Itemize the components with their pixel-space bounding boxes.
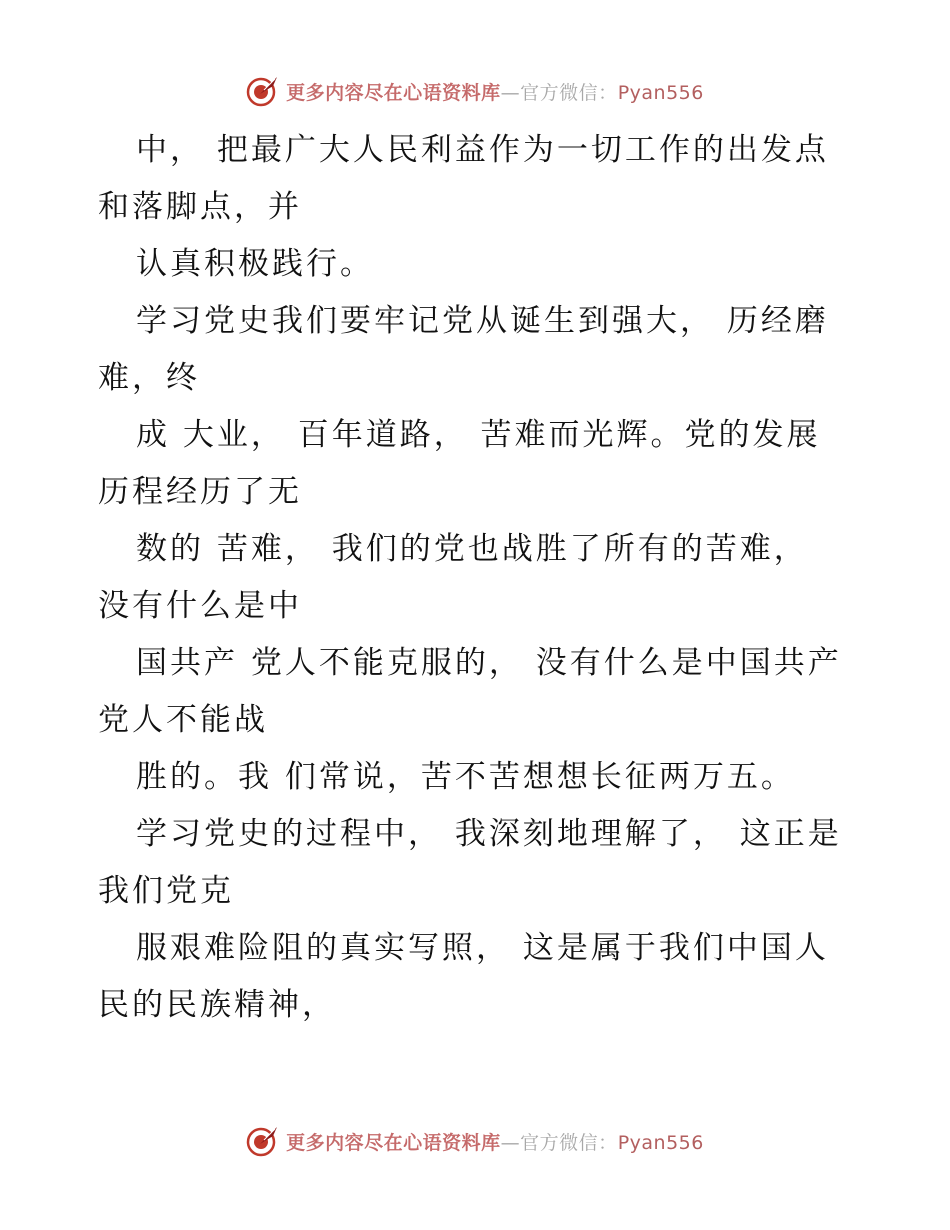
text-line: 认真积极践行。 [136,246,374,282]
text-line: 党人不能战 [98,702,268,738]
footer-dash: — [500,1131,521,1154]
text-line: 胜的。我 们常说，苦不苦想想长征两万五。 [136,759,795,795]
text-line: 和落脚点，并 [98,189,302,225]
quill-logo-icon [246,74,280,108]
footer-watermark [0,1121,950,1161]
text-line: 成 大业， 百年道路， 苦难而光辉。党的发展 [136,417,821,453]
footer-wechat-label: 官方微信： [520,1131,618,1154]
header-wechat-label: 官方微信： [520,81,618,104]
text-line: 没有什么是中 [98,588,302,624]
text-line: 历程经历了无 [98,474,302,510]
text-line: 学习党史的过程中， 我深刻地理解了， 这正是 [136,816,842,852]
quill-logo-icon [246,1124,280,1158]
header-watermark-text [286,78,704,105]
header-dash: — [500,81,521,104]
footer-brand: 更多内容尽在心语资料库 [286,1131,501,1154]
text-line: 国共产 党人不能克服的， 没有什么是中国共产 [136,645,842,681]
text-line: 中， 把最广大人民利益作为一切工作的出发点 [136,132,829,168]
text-line: 学习党史我们要牢记党从诞生到强大， 历经磨 [136,303,829,339]
header-watermark [0,71,950,111]
text-line: 数的 苦难， 我们的党也战胜了所有的苦难， [136,531,808,567]
text-line: 民的民族精神， [98,987,336,1023]
header-brand: 更多内容尽在心语资料库 [286,81,501,104]
footer-watermark-text [286,1128,704,1155]
document-body [98,122,858,1034]
footer-wechat-id: Pyan556 [617,1131,704,1154]
text-line: 难，终 [98,360,200,396]
header-wechat-id: Pyan556 [617,81,704,104]
text-line: 我们党克 [98,873,234,909]
text-line: 服艰难险阻的真实写照， 这是属于我们中国人 [136,930,829,966]
